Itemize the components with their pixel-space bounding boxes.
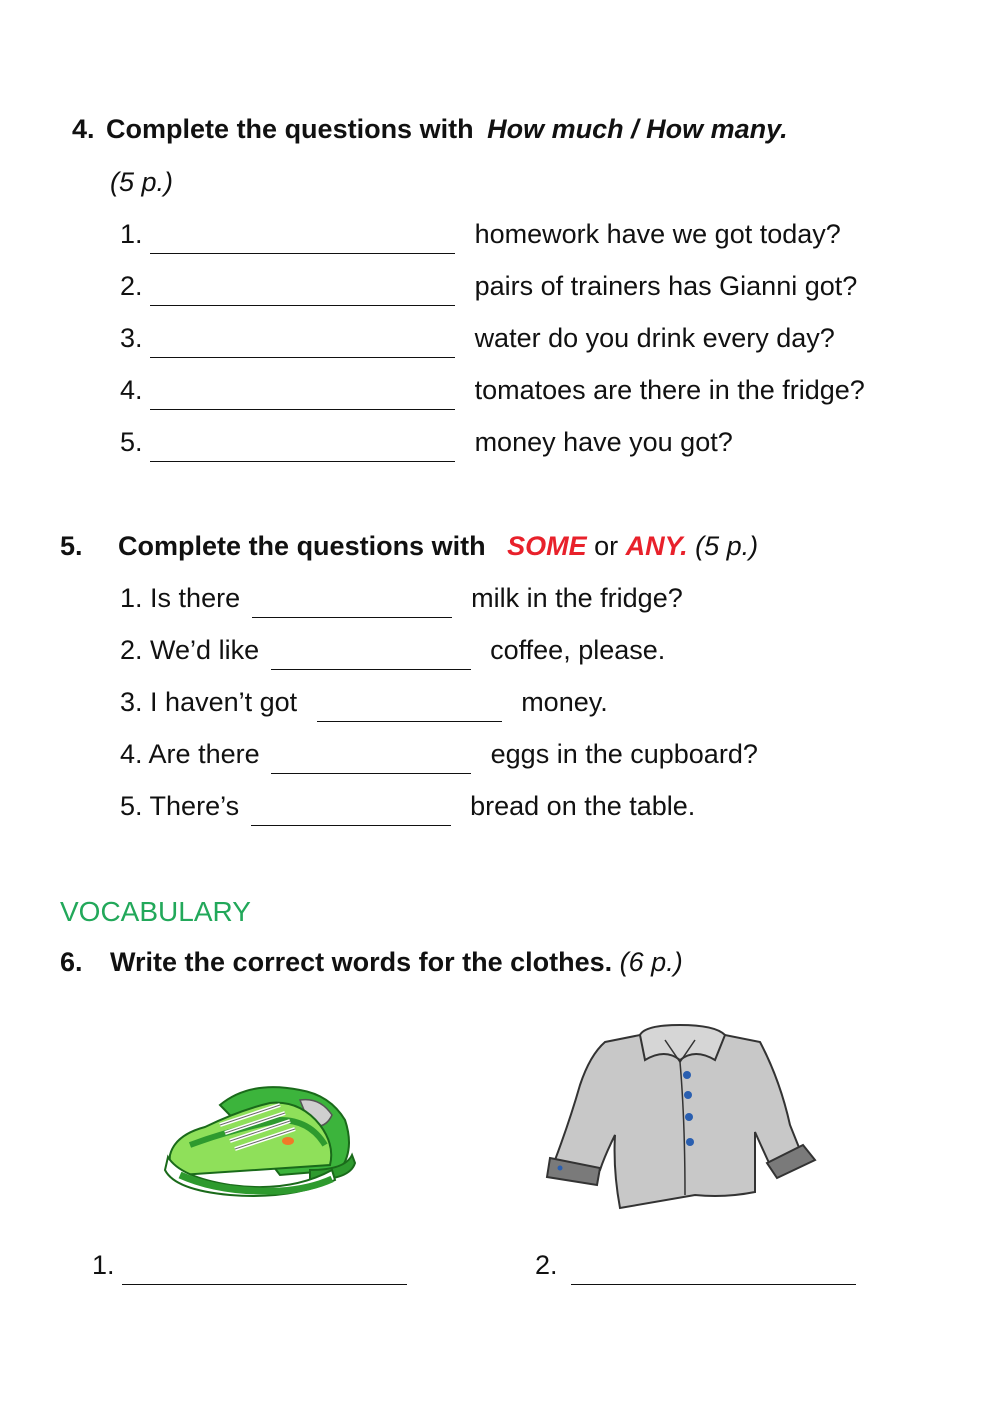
- ex5-heading: [60, 531, 758, 562]
- ex4-item: 4. tomatoes are there in the fridge?: [120, 375, 865, 410]
- ex5-points: (5 p.): [695, 531, 759, 561]
- ex5-number: 5.: [60, 531, 83, 561]
- ex4-answer-3[interactable]: [150, 331, 455, 358]
- ex5-answer-2[interactable]: [271, 643, 471, 670]
- ex4-answer-2[interactable]: [150, 279, 455, 306]
- ex5-answer-4[interactable]: [271, 747, 471, 774]
- ex6-number: 6.: [60, 947, 83, 977]
- ex5-answer-1[interactable]: [252, 591, 452, 618]
- ex4-item: 5. money have you got?: [120, 427, 733, 462]
- vocabulary-heading: VOCABULARY: [60, 896, 251, 927]
- ex4-answer-1[interactable]: [150, 227, 455, 254]
- trainers-icon: [160, 1075, 360, 1200]
- ex5-any: ANY.: [625, 531, 688, 561]
- ex6-answer-2[interactable]: [571, 1258, 856, 1285]
- ex6-item: 2.: [535, 1250, 856, 1285]
- ex4-points: (5 p.): [110, 167, 174, 197]
- ex4-title-emphasis: How much / How many.: [487, 114, 788, 144]
- ex5-answer-3[interactable]: [317, 695, 502, 722]
- ex4-answer-5[interactable]: [150, 435, 455, 462]
- ex6-title: Write the correct words for the clothes.: [110, 947, 613, 977]
- ex5-item: 1. Is there milk in the fridge?: [120, 583, 683, 618]
- ex6-answer-1[interactable]: [122, 1258, 407, 1285]
- ex4-number: 4.: [72, 114, 95, 144]
- ex4-title: Complete the questions with: [106, 114, 482, 144]
- ex6-item: 1.: [92, 1250, 407, 1285]
- ex5-or: or: [586, 531, 626, 561]
- ex4-item: 1. homework have we got today?: [120, 219, 841, 254]
- ex5-some: SOME: [507, 531, 587, 561]
- ex6-points: (6 p.): [619, 947, 683, 977]
- ex5-title: Complete the questions with: [118, 531, 494, 561]
- ex6-heading: [60, 947, 683, 978]
- ex4-item: 2. pairs of trainers has Gianni got?: [120, 271, 857, 306]
- ex5-answer-5[interactable]: [251, 799, 451, 826]
- ex4-item: 3. water do you drink every day?: [120, 323, 835, 358]
- ex4-answer-4[interactable]: [150, 383, 455, 410]
- shirt-icon: [545, 1020, 820, 1210]
- ex4-heading: [72, 114, 788, 145]
- ex5-item: 2. We’d like coffee, please.: [120, 635, 665, 670]
- ex5-item: 3. I haven’t got money.: [120, 687, 608, 722]
- ex5-item: 4. Are there eggs in the cupboard?: [120, 739, 758, 774]
- ex5-item: 5. There’s bread on the table.: [120, 791, 695, 826]
